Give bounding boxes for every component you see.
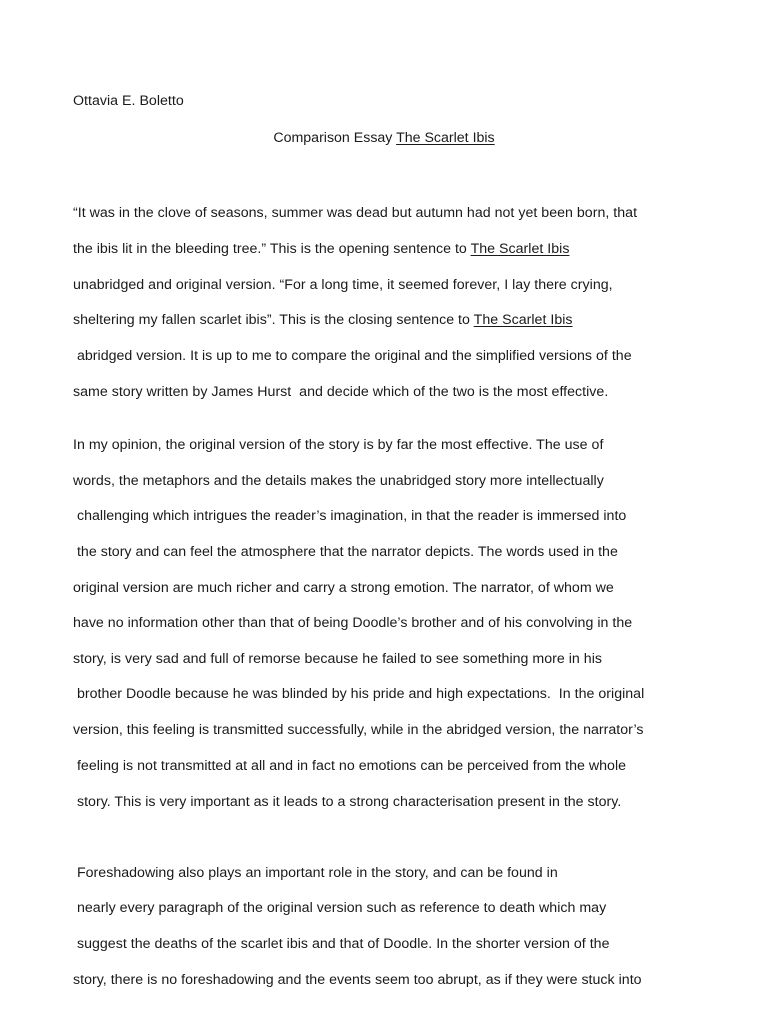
title-work: The Scarlet Ibis bbox=[396, 130, 495, 146]
p3-line-4: story, there is no foreshadowing and the events seem too abrupt, as if they were stuck into bbox=[73, 972, 642, 988]
p2-line-2: words, the metaphors and the details makes the unabridged story more intellectually bbox=[73, 473, 604, 489]
author-name: Ottavia E. Boletto bbox=[73, 93, 184, 109]
p2-line-3: challenging which intrigues the reader’s imagination, in that the reader is immersed into bbox=[73, 508, 627, 524]
p1-line-4-work: The Scarlet Ibis bbox=[473, 312, 573, 328]
p2-line-5: original version are much richer and carry a strong emotion. The narrator, of whom we bbox=[73, 580, 614, 596]
p1-line-4 bbox=[73, 311, 573, 329]
essay-title bbox=[0, 129, 768, 147]
p2-line-7: story, is very sad and full of remorse because he failed to see something more in his bbox=[73, 651, 602, 667]
p2-line-8: brother Doodle because he was blinded by his pride and high expectations. In the original bbox=[73, 686, 645, 702]
title-prefix: Comparison Essay bbox=[273, 130, 397, 146]
p1-line-6: same story written by James Hurst and decide which of the two is the most effective. bbox=[73, 384, 609, 400]
p2-line-11: story. This is very important as it leads to a strong characterisation present in the story. bbox=[73, 794, 622, 810]
p1-line-2 bbox=[73, 240, 569, 258]
p1-line-4-text: sheltering my fallen scarlet ibis”. This is the closing sentence to bbox=[73, 312, 474, 328]
p1-line-1: “It was in the clove of seasons, summer was dead but autumn had not yet been born, that bbox=[73, 205, 638, 221]
p1-line-5: abridged version. It is up to me to compare the original and the simplified versions of the bbox=[73, 348, 632, 364]
p3-line-1: Foreshadowing also plays an important role in the story, and can be found in bbox=[73, 865, 558, 881]
p3-line-2: nearly every paragraph of the original version such as reference to death which may bbox=[73, 900, 607, 916]
p2-line-9: version, this feeling is transmitted successfully, while in the abridged version, the narrator’s bbox=[73, 722, 644, 738]
p3-line-3: suggest the deaths of the scarlet ibis and that of Doodle. In the shorter version of the bbox=[73, 936, 610, 952]
p1-line-2-work: The Scarlet Ibis bbox=[470, 241, 570, 257]
p1-line-2-text: the ibis lit in the bleeding tree.” This is the opening sentence to bbox=[73, 241, 471, 257]
p2-line-10: feeling is not transmitted at all and in fact no emotions can be perceived from the whole bbox=[73, 758, 627, 774]
p2-line-1: In my opinion, the original version of the story is by far the most effective. The use of bbox=[73, 437, 604, 453]
p1-line-3: unabridged and original version. “For a long time, it seemed forever, I lay there crying, bbox=[73, 277, 613, 293]
p2-line-4: the story and can feel the atmosphere that the narrator depicts. The words used in the bbox=[73, 544, 618, 560]
p2-line-6: have no information other than that of being Doodle’s brother and of his convolving in the bbox=[73, 615, 633, 631]
